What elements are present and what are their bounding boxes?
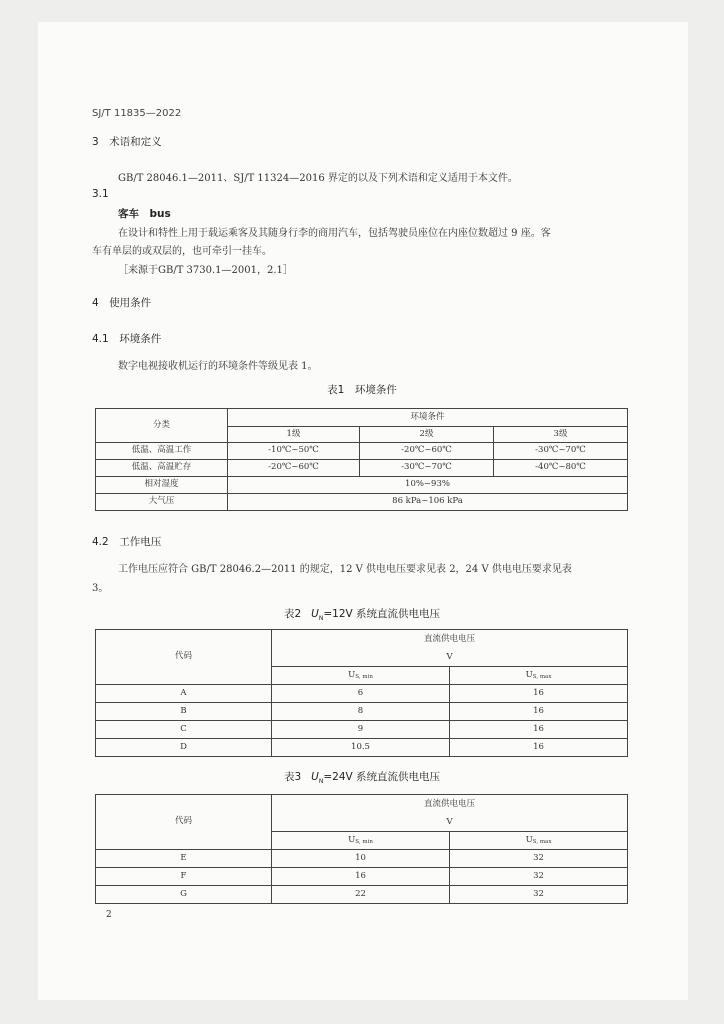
table-cell: 32 — [450, 868, 628, 886]
table-2-caption — [0, 606, 724, 622]
table-cell: F — [96, 868, 272, 886]
table-2-header-min: US, min — [272, 667, 450, 685]
table-cell: 32 — [450, 850, 628, 868]
term-3-1-definition-line1: 在设计和特性上用于载运乘客及其随身行李的商用汽车，包括驾驶员座位在内座位数超过 9 座。客 — [118, 228, 551, 239]
section-4-1-text: 数字电视接收机运行的环境条件等级见表 1。 — [118, 361, 318, 372]
table-cell: B — [96, 703, 272, 721]
section-4-2-title: 4.2 工作电压 — [92, 536, 162, 548]
section-4-2-text-line1: 工作电压应符合 GB/T 28046.2—2011 的规定，12 V 供电电压要求见表 2，24 V 供电电压要求见表 — [118, 564, 572, 575]
table-cell: G — [96, 886, 272, 904]
table-3-header-code: 代码 — [96, 795, 272, 850]
table-3-caption-subscript: N — [318, 778, 324, 786]
section-4-2-text-line2: 3。 — [92, 583, 109, 594]
table-cell: C — [96, 721, 272, 739]
table-1 — [95, 408, 628, 511]
table-row — [96, 868, 628, 886]
table-row — [96, 739, 628, 757]
term-3-1-number: 3.1 — [92, 188, 109, 200]
page-number: 2 — [106, 910, 112, 920]
table-cell: -20℃~60℃ — [360, 443, 494, 460]
table-row — [96, 886, 628, 904]
table-row — [96, 443, 628, 460]
table-cell: 16 — [450, 685, 628, 703]
table-cell: 16 — [450, 721, 628, 739]
table-3-caption — [0, 769, 724, 785]
table-row — [96, 703, 628, 721]
table-2-caption-subscript: N — [318, 615, 324, 623]
section-4-title: 4 使用条件 — [92, 297, 152, 309]
table-cell: 10 — [272, 850, 450, 868]
table-cell: 86 kPa~106 kPa — [228, 494, 628, 511]
table-1-header-category: 分类 — [96, 409, 228, 443]
table-2-caption-text: =12V 系统直流供电电压 — [323, 608, 441, 620]
table-2-header-code: 代码 — [96, 630, 272, 685]
table-1-header-env: 环境条件 — [228, 409, 628, 427]
table-1-caption: 表1 环境条件 — [327, 384, 397, 396]
table-1-header-level1: 1级 — [228, 427, 360, 443]
table-cell: E — [96, 850, 272, 868]
table-row — [96, 494, 628, 511]
table-3-caption-number: 表3 — [283, 771, 302, 783]
table-cell: 16 — [272, 868, 450, 886]
table-cell: 9 — [272, 721, 450, 739]
table-2-header-unit: V — [272, 649, 628, 667]
table-1-row-label: 大气压 — [96, 494, 228, 511]
table-1-row-label: 低温、高温贮存 — [96, 460, 228, 477]
term-3-1-source: ［来源于GB/T 3730.1—2001，2.1］ — [118, 265, 293, 276]
term-3-1-definition-line2: 车有单层的或双层的，也可牵引一挂车。 — [92, 246, 272, 257]
table-row — [96, 685, 628, 703]
table-2-caption-number: 表2 — [283, 608, 302, 620]
table-cell: -30℃~70℃ — [494, 443, 628, 460]
table-row — [96, 850, 628, 868]
table-2-caption-symbol: U — [311, 608, 319, 620]
table-3-caption-text: =24V 系统直流供电电压 — [323, 771, 441, 783]
table-1-row-label: 低温、高温工作 — [96, 443, 228, 460]
table-2 — [95, 629, 628, 757]
table-cell: -30℃~70℃ — [360, 460, 494, 477]
section-3-title: 3 术语和定义 — [92, 136, 162, 148]
doc-header-id: SJ/T 11835—2022 — [92, 108, 182, 119]
table-3-header-title: 直流供电电压 — [272, 795, 628, 814]
table-1-header-level3: 3级 — [494, 427, 628, 443]
table-cell: 10%~93% — [228, 477, 628, 494]
table-cell: A — [96, 685, 272, 703]
table-row — [96, 477, 628, 494]
table-cell: -10℃~50℃ — [228, 443, 360, 460]
table-cell: 32 — [450, 886, 628, 904]
table-3-header-unit: V — [272, 814, 628, 832]
table-cell: -40℃~80℃ — [494, 460, 628, 477]
table-cell: 6 — [272, 685, 450, 703]
table-3-caption-symbol: U — [311, 771, 319, 783]
table-cell: 16 — [450, 703, 628, 721]
table-cell: -20℃~60℃ — [228, 460, 360, 477]
table-row — [96, 721, 628, 739]
term-3-1-heading: 客车 bus — [118, 208, 171, 220]
table-3-header-min: US, min — [272, 832, 450, 850]
table-cell: D — [96, 739, 272, 757]
table-row — [96, 460, 628, 477]
table-cell: 8 — [272, 703, 450, 721]
table-cell: 16 — [450, 739, 628, 757]
section-4-1-title: 4.1 环境条件 — [92, 333, 162, 345]
table-cell: 22 — [272, 886, 450, 904]
table-1-header-level2: 2级 — [360, 427, 494, 443]
table-2-header-max: US, max — [450, 667, 628, 685]
table-3-header-max: US, max — [450, 832, 628, 850]
table-3 — [95, 794, 628, 904]
section-3-intro: GB/T 28046.1—2011、SJ/T 11324—2016 界定的以及下列术语和定义适用于本文件。 — [118, 173, 518, 184]
table-2-header-title: 直流供电电压 — [272, 630, 628, 649]
table-cell: 10.5 — [272, 739, 450, 757]
table-1-row-label: 相对湿度 — [96, 477, 228, 494]
